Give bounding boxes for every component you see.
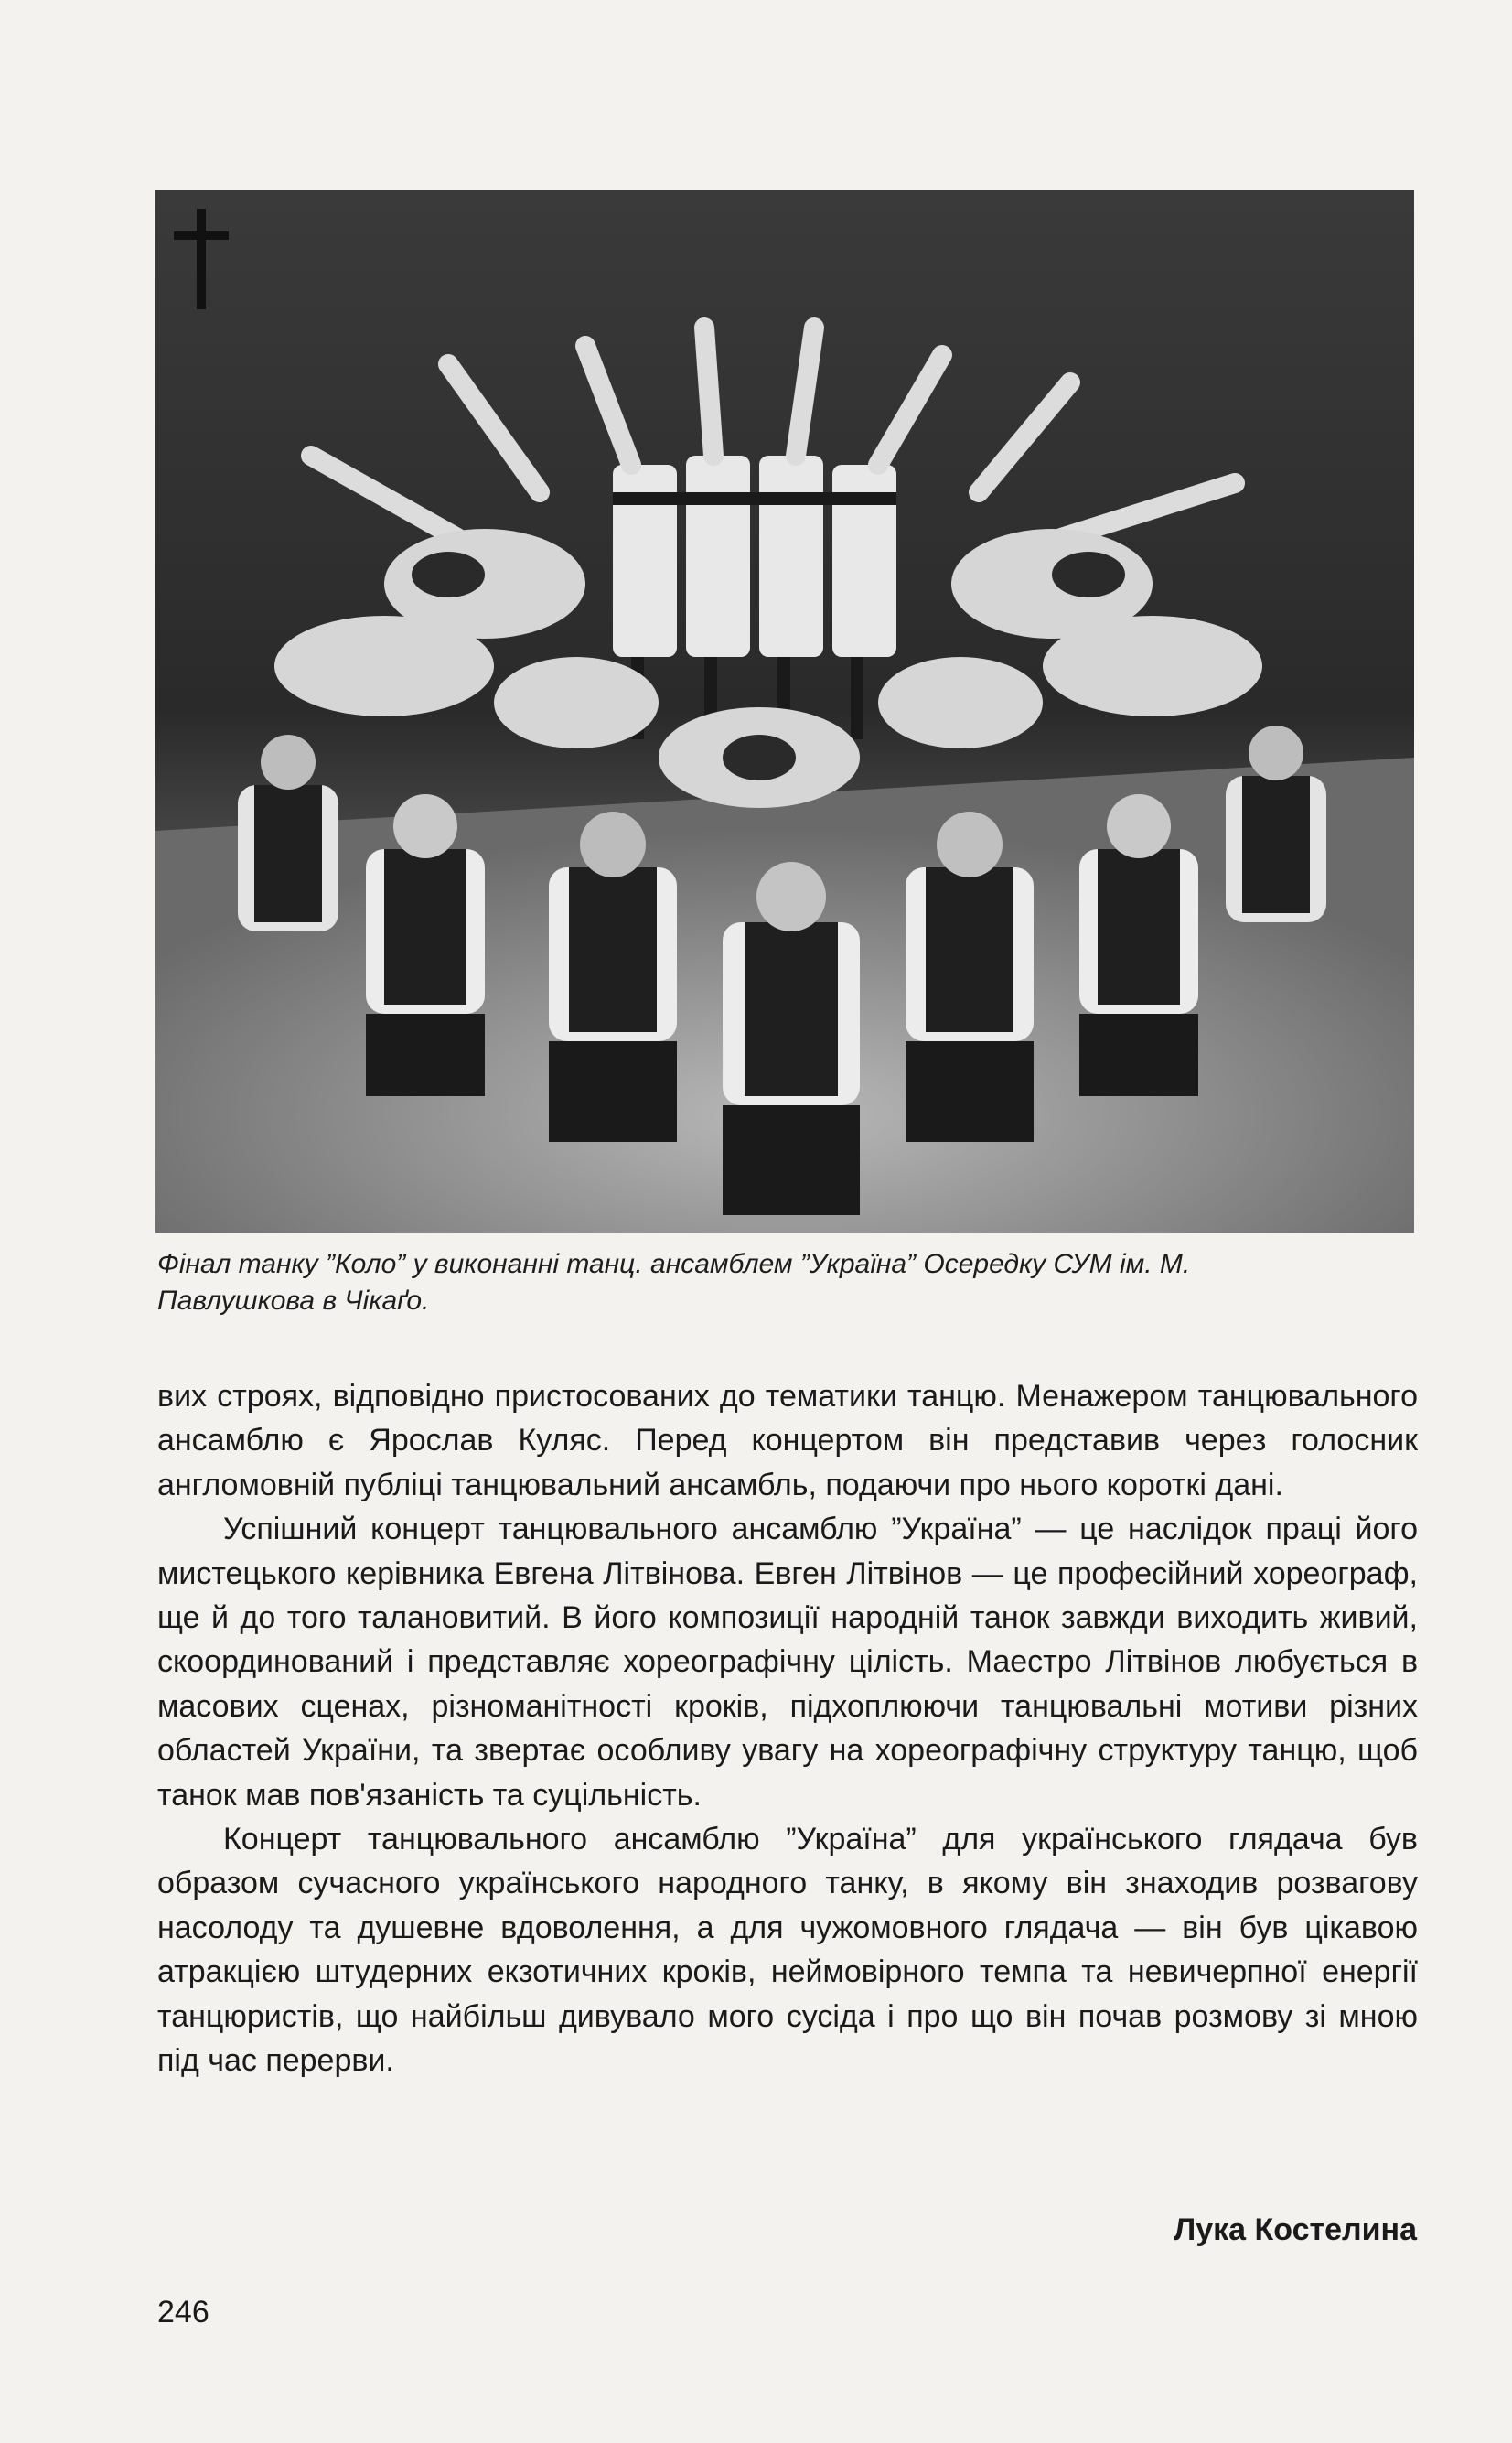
- paragraph-1: вих строях, відповідно пристосованих до тематики танцю. Менажером танцювального ансамблю є Ярослав Куляс. Перед концертом він представив через голосник англомовній публіці танцювальний ансамбль, подаючи про нього короткі дані.: [157, 1379, 1418, 1502]
- caption-line-2: Павлушкова в Чікаґо.: [157, 1286, 430, 1316]
- caption-line-1: Фінал танку ”Коло” у виконанні танц. ансамблем ”Україна” Осередку СУМ ім. М.: [157, 1249, 1191, 1279]
- page-number: 246: [157, 2295, 209, 2330]
- paragraph-2: Успішний концерт танцювального ансамблю ”Україна” — це наслідок праці його мистецького керівника Евгена Літвінова. Евген Літвінов — це професійний хореограф, ще й до того талановитий. В його композиції народній танок завжди виходить живий, скоординований і представляє хореографічну цілість. Маестро Літвінов любується в масових сценах, різноманітності кроків, підхоплюючи танцювальні мотиви різних областей України, та звертає особливу увагу на хореографічну структуру танцю, щоб танок мав пов'язаність та суцільність.: [157, 1512, 1418, 1813]
- ensemble-photo: [155, 190, 1414, 1233]
- paragraph-3: Концерт танцювального ансамблю ”Україна” для українського глядача був образом сучасного українського народного танку, в якому він знаходив розвагову насолоду та душевне вдоволення, а для чужомовного глядача — він був цікавою атракцією штудерних екзотичних кроків, неймовірного темпа та невичерпної енергії танцюристів, що найбільш дивувало мого сусіда і про що він почав розмову зі мною під час перерви.: [157, 1822, 1418, 2079]
- dance-ensemble-photo-icon: [155, 190, 1414, 1233]
- author-signature: Лука Костелина: [1174, 2212, 1417, 2247]
- article-body: [157, 1374, 1418, 2083]
- photo-caption: [157, 1246, 1420, 1319]
